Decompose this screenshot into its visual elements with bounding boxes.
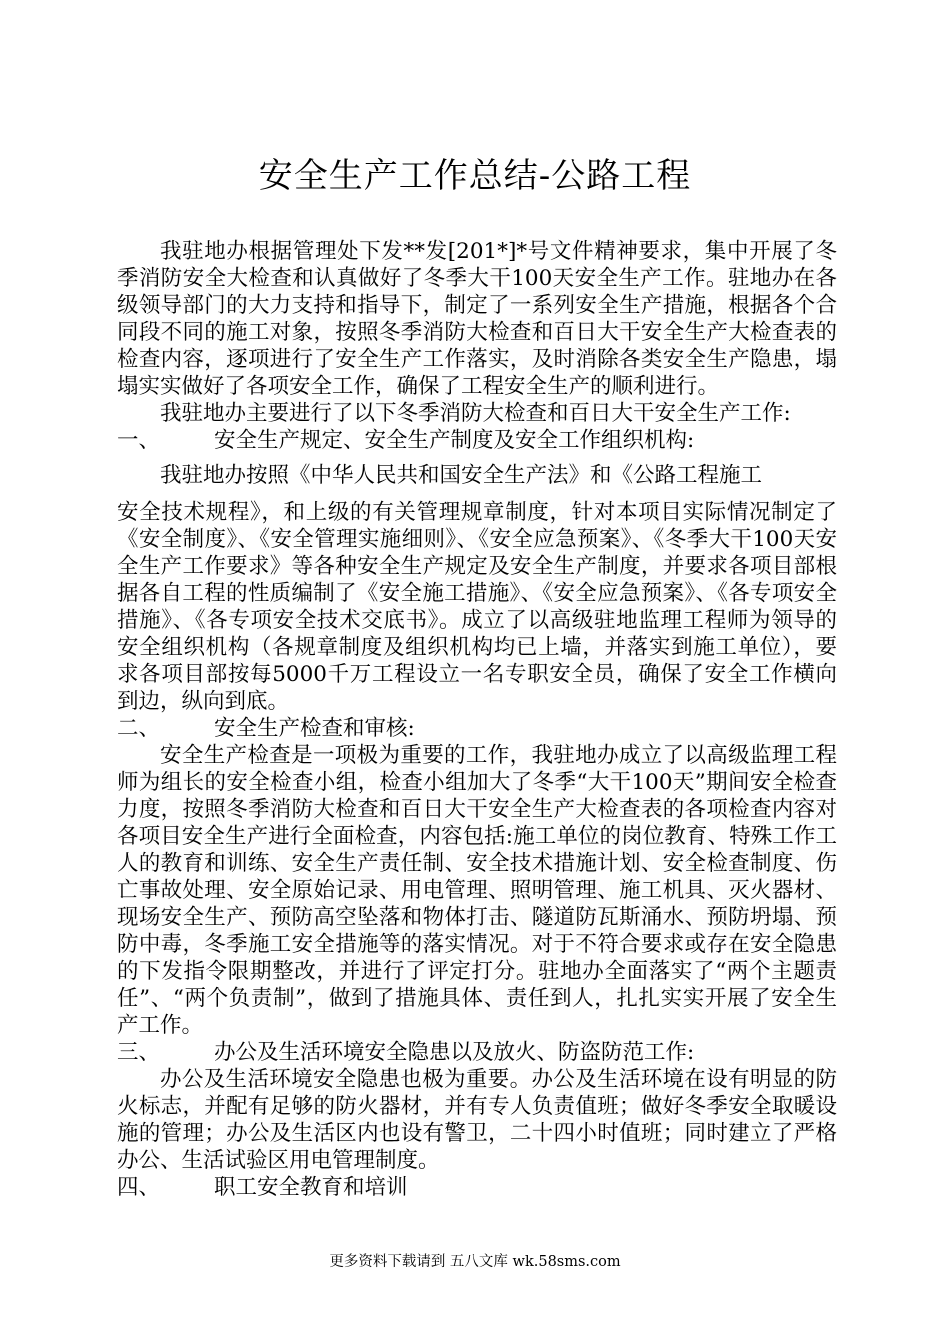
document-body: [117, 238, 837, 1201]
document-title: 安全生产工作总结-公路工程: [258, 156, 692, 196]
intro-paragraph: 我驻地办根据管理处下发**发[201*]*号文件精神要求，集中开展了冬季消防安全大检查和认真做好了冬季大干100天安全生产工作。驻地办在各级领导部门的大力支持和指导下，制定了一系列安全生产措施，根据各个合同段不同的施工对象，按照冬季消防大检查和百日大干安全生产大检查表的检查内容，逐项进行了安全生产工作落实，及时消除各类安全生产隐患，塌塌实实做好了各项安全工作，确保了工程安全生产的顺利进行。: [117, 239, 837, 399]
section-title: 安全生产检查和审核:: [214, 716, 415, 741]
section-3-body: 办公及生活环境安全隐患也极为重要。办公及生活环境在设有明显的防火标志，并配有足够的防火器材，并有专人负责值班；做好冬季安全取暖设施的管理；办公及生活区内也设有警卫，二十四小时值班；同时建立了严格办公、生活试验区用电管理制度。: [117, 1067, 837, 1173]
section-number: 一、: [117, 428, 161, 453]
section-heading-1: [117, 427, 837, 454]
section-heading-3: [117, 1039, 837, 1066]
section-heading-4: [117, 1174, 837, 1201]
section-1-body: 安全技术规程》，和上级的有关管理规章制度，针对本项目实际情况制定了《安全制度》、《安全管理实施细则》、《安全应急预案》、《冬季大干100天安全生产工作要求》等各种安全生产规定及安全生产制度，并要求各项目部根据各自工程的性质编制了《安全施工措施》、《安全应急预案》、《各专项安全措施》、《各专项安全技术交底书》。成立了以高级驻地监理工程师为领导的安全组织机构（各规章制度及组织机构均已上墙，并落实到施工单位），要求各项目部按每5000千万工程设立一名专职安全员，确保了安全工作横向到边，纵向到底。: [117, 500, 837, 714]
section-title: 安全生产规定、安全生产制度及安全工作组织机构:: [214, 428, 695, 453]
section-title: 职工安全教育和培训: [214, 1175, 408, 1200]
section-title: 办公及生活环境安全隐患以及放火、防盗防范工作:: [214, 1040, 695, 1065]
page-footer: 更多资料下载请到 五八文库 wk.58sms.com: [329, 1254, 621, 1270]
section-1-first-line: 我驻地办按照《中华人民共和国安全生产法》和《公路工程施工: [160, 463, 763, 488]
section-number: 二、: [117, 716, 161, 741]
intro-paragraph-2: 我驻地办主要进行了以下冬季消防大检查和百日大干安全生产工作:: [160, 401, 791, 426]
section-number: 三、: [117, 1040, 161, 1065]
section-heading-2: [117, 715, 837, 742]
section-2-body: 安全生产检查是一项极为重要的工作，我驻地办成立了以高级监理工程师为组长的安全检查小组，检查小组加大了冬季“大干100天”期间安全检查力度，按照冬季消防大检查和百日大干安全生产大检查表的各项检查内容对各项目安全生产进行全面检查，内容包括:施工单位的岗位教育、特殊工作工人的教育和训练、安全生产责任制、安全技术措施计划、安全检查制度、伤亡事故处理、安全原始记录、用电管理、照明管理、施工机具、灭火器材、现场安全生产、预防高空坠落和物体打击、隧道防瓦斯涌水、预防坍塌、预防中毒，冬季施工安全措施等的落实情况。对于不符合要求或存在安全隐患的下发指令限期整改，并进行了评定打分。驻地办全面落实了“两个主题责任”、“两个负责制”，做到了措施具体、责任到人，扎扎实实开展了安全生产工作。: [117, 743, 837, 1038]
section-number: 四、: [117, 1175, 161, 1200]
